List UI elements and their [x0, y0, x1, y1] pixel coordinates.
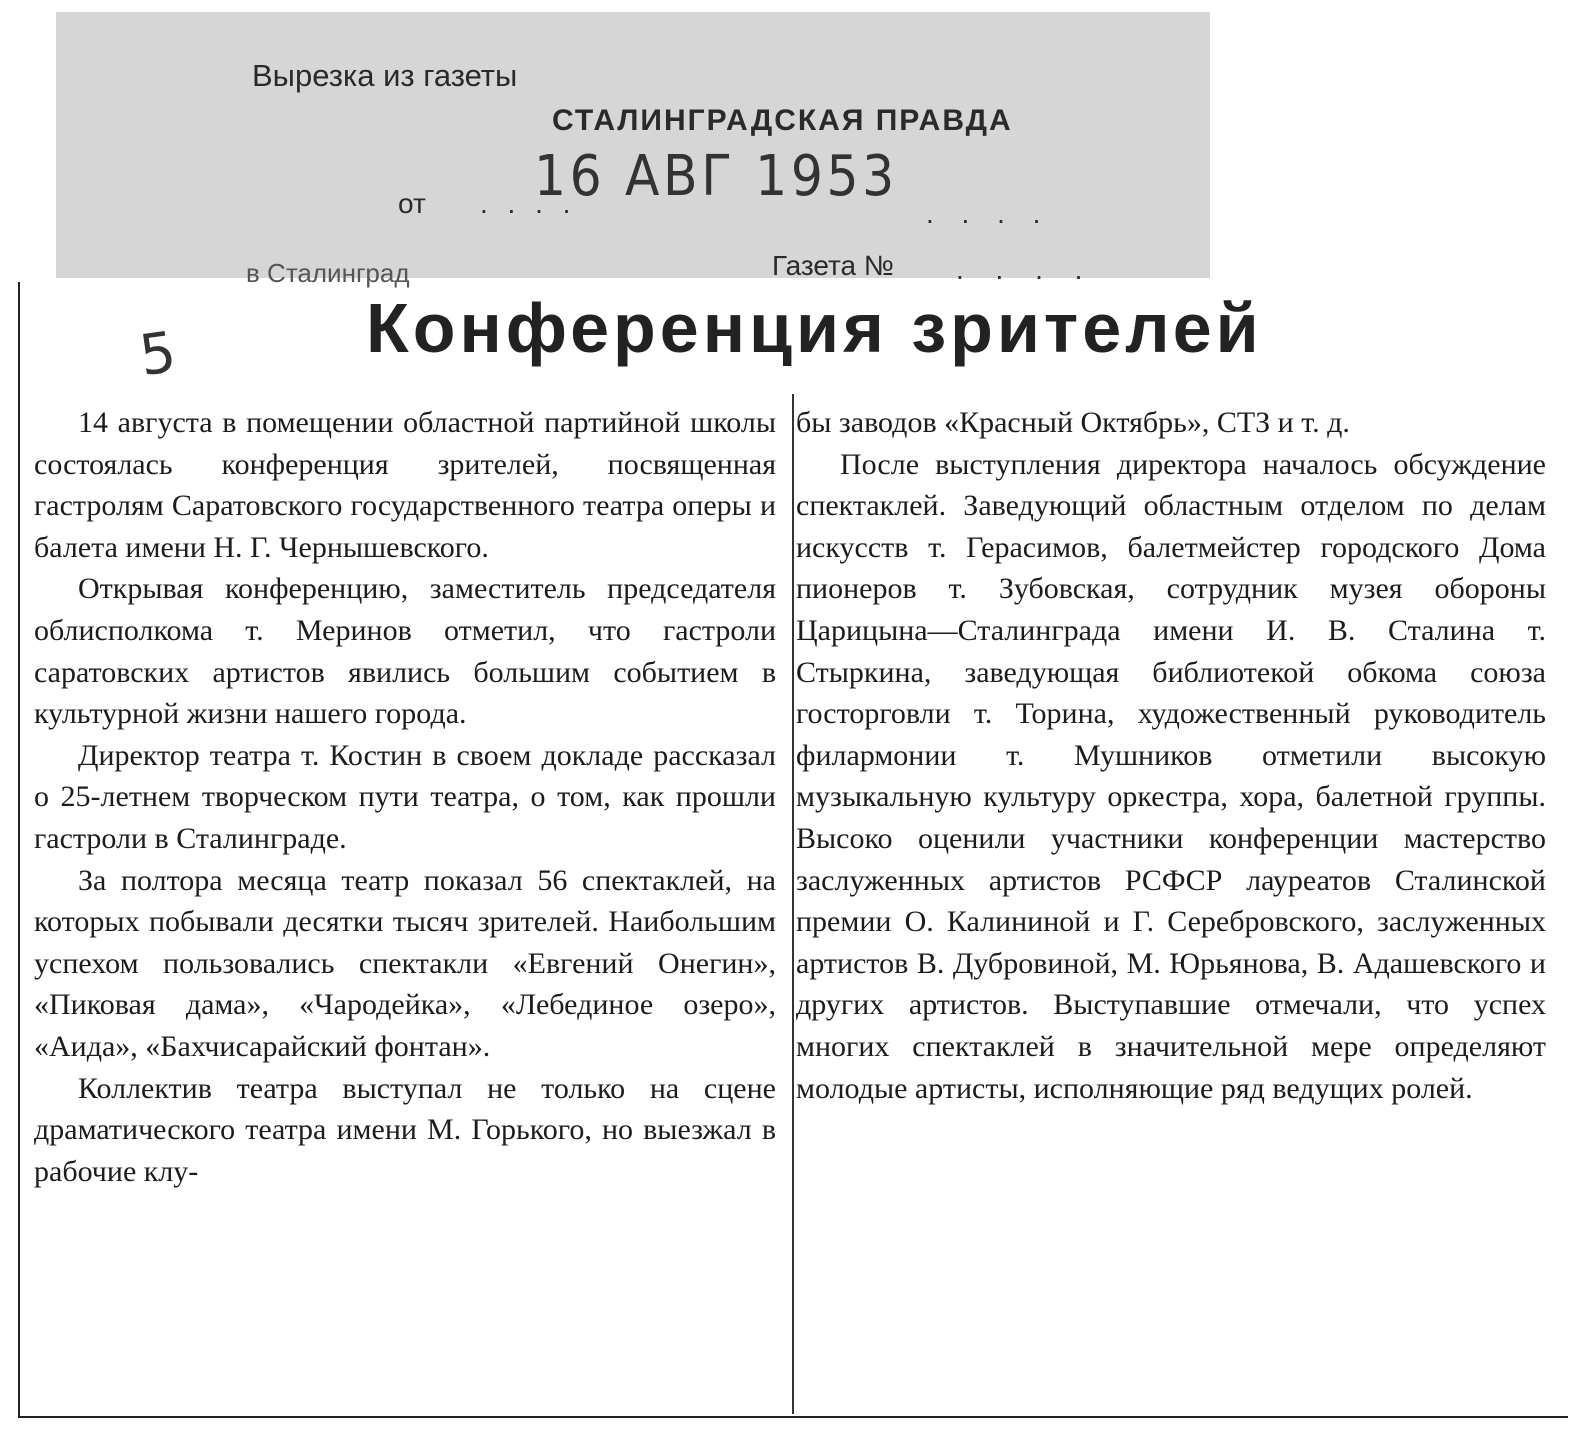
article-paragraph: Коллектив театра выступал не только на сцене драматического театра имени М. Горького, но выезжал в рабочие клу-: [34, 1071, 776, 1188]
article-paragraph: Открывая конференцию, заместитель председателя облисполкома т. Меринов отметил, что гастроли саратовских артистов явились большим событием в культурной жизни нашего города.: [34, 572, 776, 731]
newspaper-clipping: [18, 282, 1568, 1418]
article-headline: Конференция зрителей: [366, 289, 1263, 367]
stamp-dots: . . . .: [956, 254, 1095, 285]
stamp-issue-label: Газета №: [772, 250, 894, 281]
handwritten-mark: 5: [135, 319, 180, 390]
stamp-newspaper-name: СТАЛИНГРАДСКАЯ ПРАВДА: [552, 104, 1013, 137]
stamp-date: 16 АВГ 1953: [534, 144, 898, 209]
stamp-dots: . . . .: [480, 188, 577, 219]
article-column-right: [796, 402, 1546, 1109]
stamp-dots: . . . .: [926, 198, 1051, 229]
column-divider: [792, 394, 794, 1414]
stamp-from-paper-label: Вырезка из газеты: [252, 58, 518, 93]
article-paragraph: 14 августа в помещении областной партийной школы состоялась конференция зрителей, посвященная гастролям Саратовского государственного театра оперы и балета имени Н. Г. Чернышевского.: [34, 406, 776, 564]
stamp-city: в Сталинград: [246, 258, 410, 288]
article-column-left: [34, 402, 776, 1192]
article-paragraph: После выступления директора началось обсуждение спектаклей. Заведующий областным отделом по делам искусств т. Герасимов, балетмейстер городского Дома пионеров т. Зубовская, сотрудник музея обороны Царицына—Сталинграда имени И. В. Сталина т. Стыркина, заведующая библиотекой обкома союза госторговли т. Торина, художественный руководитель филармонии т. Мушников отметили высокую музыкальную культуру оркестра, хора, балетной группы. Высоко оценили участники конференции мастерство заслуженных артистов РСФСР лауреатов Сталинской премии О. Калининой и Г. Серебровского, заслуженных артистов В. Дубровиной, М. Юрьянова, В. Адашевского и других артистов. Выступавшие отмечали, что успех многих спектаклей в значительной мере определяют молодые артисты, исполняющие ряд ведущих ролей.: [796, 447, 1546, 1105]
article-paragraph: За полтора месяца театр показал 56 спектаклей, на которых побывали десятки тысяч зрителей. Наибольшим успехом пользовались спектакли «Евгений Онегин», «Пиковая дама», «Чародейка», «Лебединое озеро», «Аида», «Бахчисарайский фонтан».: [34, 863, 776, 1063]
article-paragraph-continued: бы заводов «Красный Октябрь», СТЗ и т. д.: [796, 406, 1350, 439]
clipping-stamp: [56, 12, 1210, 288]
stamp-from-label: от: [398, 188, 426, 219]
article-paragraph: Директор театра т. Костин в своем докладе рассказал о 25-летнем творческом пути театра, о том, как прошли гастроли в Сталинграде.: [34, 738, 776, 855]
